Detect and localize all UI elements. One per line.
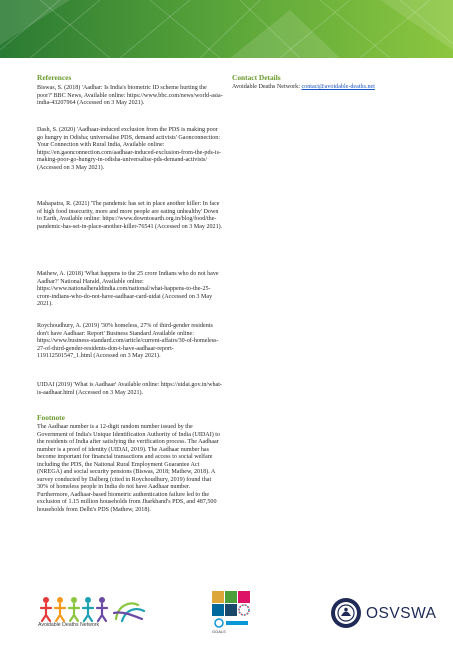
adn-figures-icon <box>38 595 148 623</box>
contact-heading: Contact Details <box>232 73 281 82</box>
adn-logo <box>38 595 148 635</box>
contact-label: Avoidable Deaths Network: <box>232 84 302 90</box>
reference-item <box>37 127 223 172</box>
sdg-tile-3-icon <box>225 591 237 603</box>
adn-logo-name: Avoidable Deaths Network <box>38 622 100 628</box>
reference-text: Mahapatra, R. (2021) 'The pandemic has set in place another killer: In face of high food insecurity, more and more people are eating unhealthy' Down to Earth, Available online: https://www.downtoearth.org.in/blog/food/the-pandemic-has-set-in-place-another-killer-76541 (Accessed on 3 May 2021). <box>37 201 223 230</box>
sdg-tile-16-icon <box>212 604 224 616</box>
reference-item <box>37 201 223 231</box>
sdg-wheel-icon <box>238 604 250 616</box>
reference-item <box>37 323 223 361</box>
reference-text: Roychoudhury, A. (2019) '30% homeless, 27% of third-gender residents don't have Aadhaar: Report' Business Standard Available online: https://www.business-standard.com/article/current-affairs/30-of-homeless-27-of-third-gender-residents-don-t-have-aadhaar-report-119112501547_1.html (Accessed on 3 May 2021). <box>37 323 219 359</box>
osvswa-name: OSVSWA <box>366 605 437 622</box>
footnote-text: The Aadhaar number is a 12-digit random number issued by the Government of India's Unique Identification Authority of India (UIDAI) to the residents of India after satisfying the verification process. The Aadhaar number is a proof of identity (UIDAI, 2019). The Aadhaar number has become important for financial transactions and access to social welfare including the PDS, the National Rural Employment Guarantee Act (NREGA) and social security pensions (Biswas, 2018; Mathew, 2018). A survey conducted by Dalberg (cited in Roychoudhury, 2019) found that 30% of homeless people in India do not have Aadhaar number. Furthermore, Aadhaar-based biometric authentication failure led to the exclusion of 1.15 million households from Jharkhand's PDS, and 487,500 households from Delhi's PDS (Mathew, 2018). <box>37 424 221 513</box>
osvswa-logo <box>330 597 440 629</box>
sdg-tile-2-icon <box>212 591 224 603</box>
reference-text: Biswas, S. (2018) 'Aadhar: Is India's biometric ID scheme hurting the poor?' BBC News, Available online: https://www.bbc.com/news/world-asia-india-43207964 (Accessed on 3 May 2021). <box>37 85 223 106</box>
contact-email-link[interactable]: contact@avoidable-deaths.net <box>301 84 375 90</box>
osvswa-emblem-icon <box>330 597 362 629</box>
reference-item <box>37 382 223 397</box>
header-banner <box>0 0 453 58</box>
banner-pattern <box>0 0 453 58</box>
reference-item <box>37 271 223 309</box>
sdg-tile-10-icon <box>238 591 250 603</box>
contact-details <box>232 84 432 92</box>
sdg-emblem-icon <box>214 618 250 628</box>
reference-item <box>37 85 223 108</box>
sdg-tile-17-icon <box>225 604 237 616</box>
sdg-logo <box>212 591 252 637</box>
sdg-goals-text: GOALS <box>212 629 226 634</box>
footnote-heading: Footnote <box>37 413 65 422</box>
references-heading: References <box>37 73 72 82</box>
reference-text: Dash, S. (2020) 'Aadhaar-induced exclusion from the PDS is making poor go hungry in Odisha; universalise PDS, demand activists' Gaonconnection: Your Connection with Rural India, Available online: https://en.gaonconnection.com/aadhaar-induced-exclusion-from-the-pds-is-making-poor-go-hungry-in-odisha-universalise-pds-demand-activists/ (Accessed on 3 May 2021). <box>37 127 221 171</box>
reference-text: UIDAI (2019) 'What is Aadhaar' Available online: https://uidai.gov.in/what-is-aadhaar.html (Accessed on 3 May 2021). <box>37 382 222 396</box>
reference-text: Mathew, A. (2018) 'What happens to the 25 crore Indians who do not have Aadhar?' National Harald, Available online: https://www.nationalheraldindia.com/national/what-happens-to-the-25-crore-indians-who-do-not-have-aadhaar-card-uidai (Accessed on 3 May 2021). <box>37 271 219 307</box>
